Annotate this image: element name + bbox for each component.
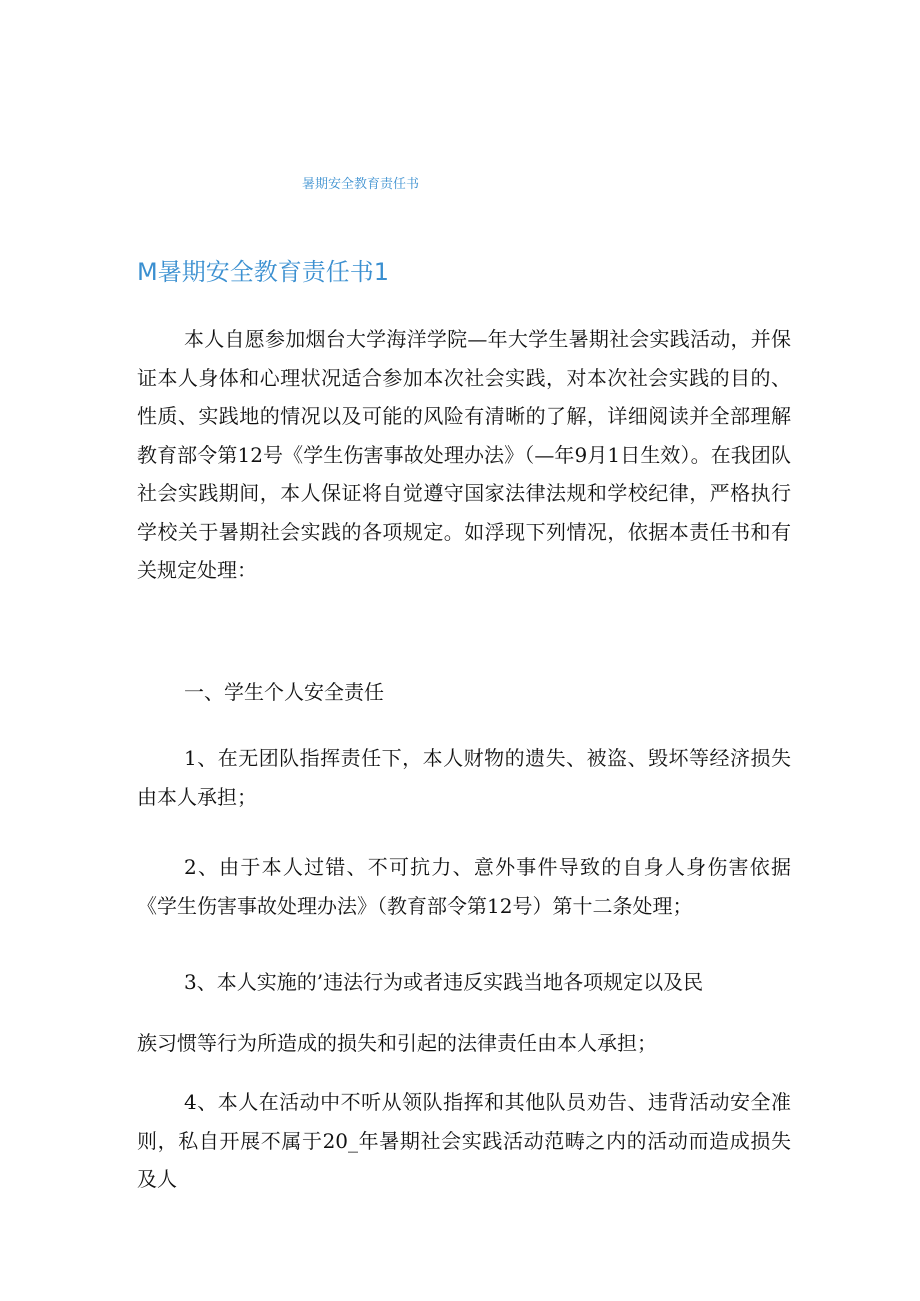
clause-item-2: 2、由于本人过错、不可抗力、意外事件导致的自身人身伤害依据《学生伤害事故处理办法》（教育部令第12号）第十二条处理； — [137, 855, 791, 918]
clause-item-1: 1、在无团队指挥责任下，本人财物的遗失、被盗、毁坏等经济损失由本人承担； — [137, 746, 791, 809]
running-header: 暑期安全教育责任书 — [302, 177, 420, 192]
document-title: M暑期安全教育责任书1 — [137, 258, 389, 286]
clause-item-3-line-2: 族习惯等行为所造成的损失和引起的法律责任由本人承担； — [137, 1031, 657, 1055]
clause-item-3-line-1: 3、本人实施的’违法行为或者违反实践当地各项规定以及民 — [184, 970, 704, 994]
intro-paragraph: 本人自愿参加烟台大学海洋学院—年大学生暑期社会实践活动，并保证本人身体和心理状况适合参加本次社会实践，对本次社会实践的目的、性质、实践地的情况以及可能的风险有清晰的了解，详细阅读并全部理解教育部令第12号《学生伤害事故处理办法》（—年9月1日生效）。在我团队社会实践期间，本人保证将自觉遵守国家法律法规和学校纪律，严格执行学校关于暑期社会实践的各项规定。如浮现下列情况，依据本责任书和有关规定处理： — [137, 327, 791, 582]
section-heading-personal-safety: 一、学生个人安全责任 — [184, 680, 384, 704]
clause-item-4: 4、本人在活动中不听从领队指挥和其他队员劝告、违背活动安全准则，私自开展不属于20_年暑期社会实践活动范畴之内的活动而造成损失及人 — [137, 1090, 791, 1191]
